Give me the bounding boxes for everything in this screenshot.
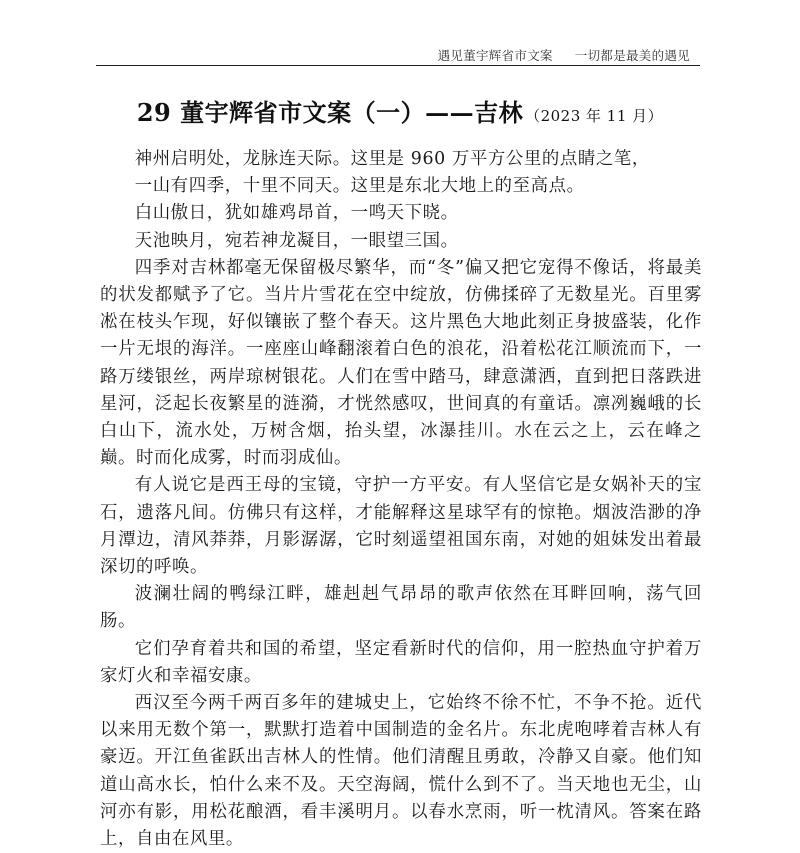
paragraph: 一山有四季，十里不同天。这里是东北大地上的至高点。 bbox=[134, 176, 585, 197]
paragraph: 波澜壮阔的鸭绿江畔，雄赳赳气昂昂的歌声依然在耳畔回响，荡气回肠。 bbox=[100, 584, 702, 632]
title-main: 29 董宇辉省市文案（一）——吉林 bbox=[136, 98, 524, 127]
paragraph: 它们孕育着共和国的希望，坚定看新时代的信仰，用一腔热血守护着万家灯火和幸福安康。 bbox=[100, 638, 702, 686]
header-rule bbox=[96, 65, 700, 66]
running-header-right: 一切都是最美的遇见 bbox=[574, 48, 690, 63]
running-header bbox=[438, 46, 690, 64]
page-title bbox=[0, 93, 800, 128]
paragraph: 西汉至今两千两百多年的建城史上，它始终不徐不忙，不争不抢。近代以来用无数个第一，默默打造着中国制造的金名片。东北虎咆哮着吉林人有豪迈。开江鱼雀跃出吉林人的性情。他们清醒且勇敢，冷静又自豪。他们知道山高水长，怕什么来不及。天空海阔，慌什么到不了。当天地也无尘，山河亦有影，用松花酿酒，看丰溪明月。以春水烹雨，听一枕清风。答案在路上，自由在风里。 bbox=[100, 693, 702, 850]
paragraph: 神州启明处，龙脉连天际。这里是 960 万平方公里的点睛之笔， bbox=[134, 149, 650, 169]
title-date: （2023 年 11 月） bbox=[525, 107, 664, 125]
paragraph: 白山傲日，犹如雄鸡昂首，一鸣天下晓。 bbox=[134, 203, 459, 224]
running-header-left: 遇见董宇辉省市文案 bbox=[437, 48, 553, 63]
paragraph: 四季对吉林都毫无保留极尽繁华，而“冬”偏又把它宠得不像话，将最美的状发都赋予了它。当片片雪花在空中绽放，仿佛揉碎了无数星光。百里雾凇在枝头乍现，好似镶嵌了整个春天。这片黑色大地此刻正身披盛装，化作一片无垠的海洋。一座座山峰翻滚着白色的浪花，沿着松花江顺流而下，一路万缕银丝，两岸琼树银花。人们在雪中踏马，肆意潇洒，直到把日落跌进星河，泛起长夜繁星的涟漪，才恍然感叹，世间真的有童话。凛冽巍峨的长白山下，流水处，万树含烟，抬头望，冰瀑挂川。水在云之上，云在峰之巅。时而化成雾，时而羽成仙。 bbox=[100, 257, 702, 469]
body-text bbox=[100, 146, 702, 853]
paragraph: 天池映月，宛若神龙凝目，一眼望三国。 bbox=[134, 230, 459, 251]
paragraph: 有人说它是西王母的宝镜，守护一方平安。有人坚信它是女娲补天的宝石，遗落凡间。仿佛只有这样，才能解释这星球罕有的惊艳。烟波浩渺的净月潭边，清风莽莽，月影潺潺，它时刻遥望祖国东南，对她的姐妹发出着最深切的呼唤。 bbox=[100, 475, 702, 578]
